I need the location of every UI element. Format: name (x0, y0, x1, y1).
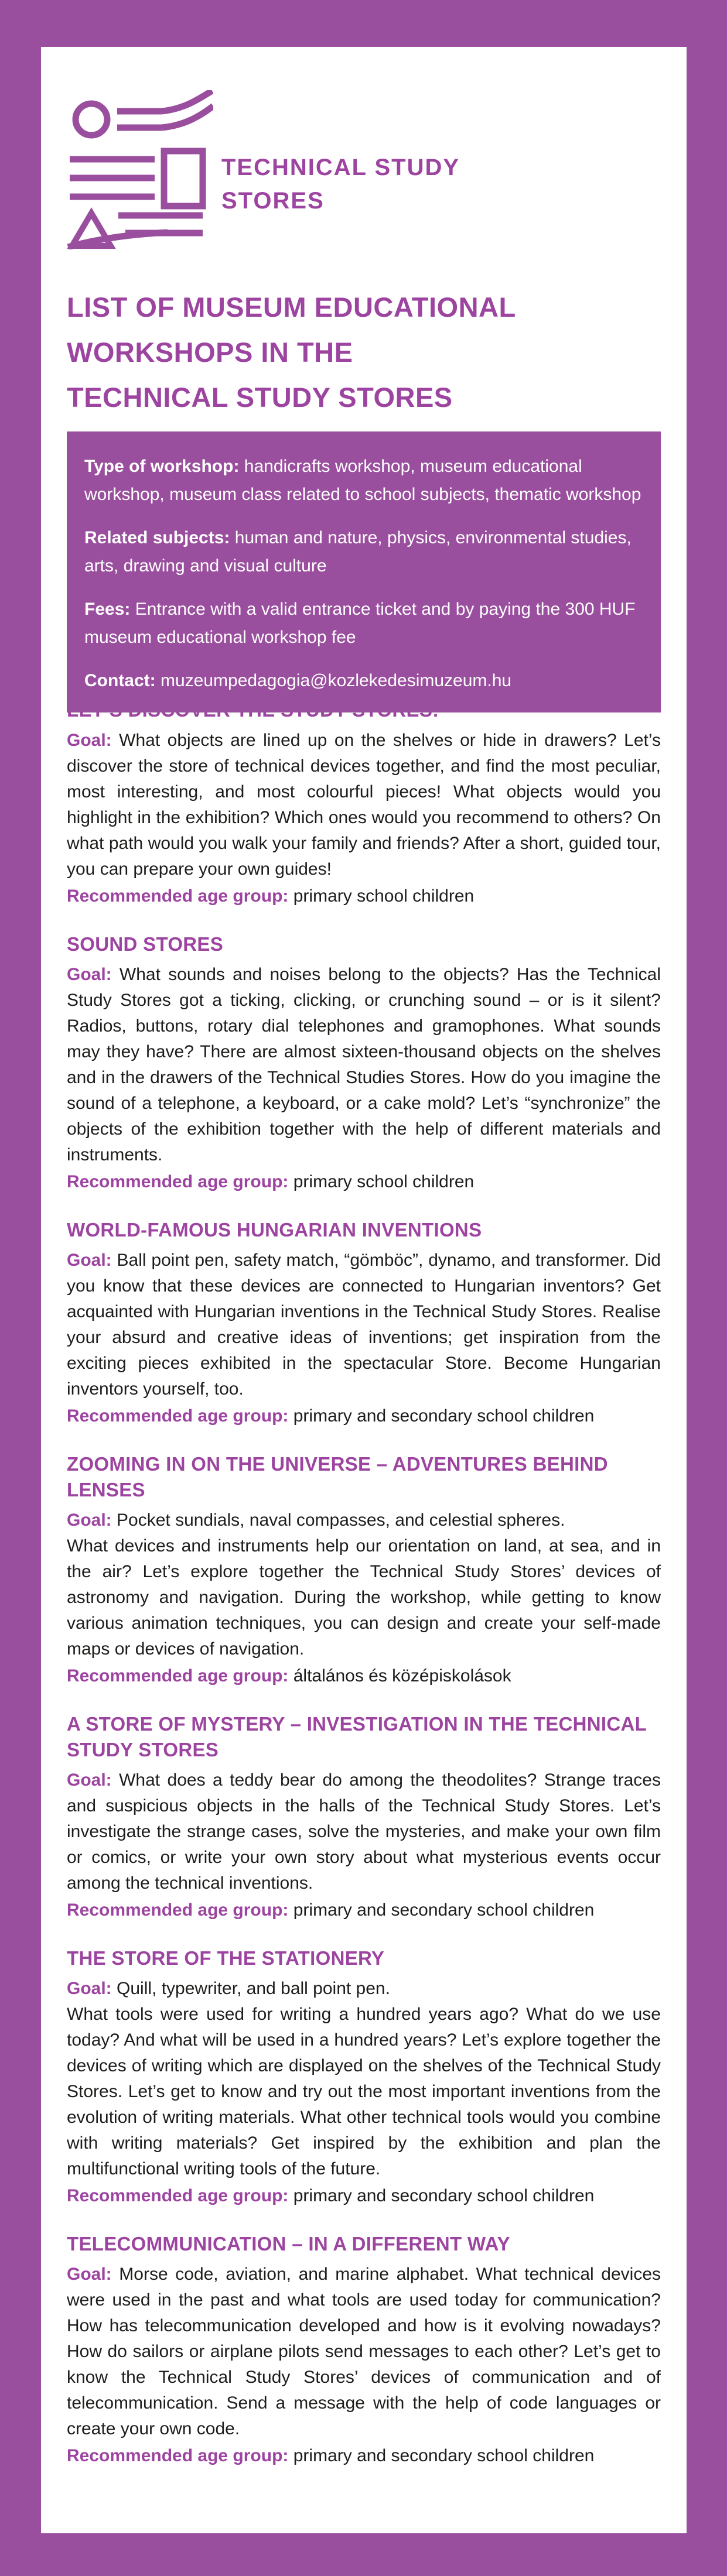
age-label: Recommended age group: (67, 2186, 289, 2205)
info-label: Fees: (84, 600, 131, 619)
workshop-goal (67, 2262, 661, 2442)
goal-text: Quill, typewriter, and ball point pen. (117, 1979, 390, 1998)
workshop-goal-continued (67, 2002, 661, 2182)
page-title-line1: LIST OF MUSEUM EDUCATIONAL (67, 292, 516, 323)
goal-text: Morse code, aviation, and marine alphabet. What technical devices were used in the past and what tools are used today for communication? How has telecommunication developed and how is it evolving nowadays? How do sailors or airplane pilots send messages to each other? Let’s get to know the Technical Study Stores’ devices of communication and of telecommunication. Send a message with the help of code languages or create your own code. (67, 2265, 661, 2438)
age-text: primary and secondary school children (293, 1900, 595, 1920)
goal-text: What objects are lined up on the shelves or hide in drawers? Let’s discover the store of technical devices together, and find the most peculiar, most interesting, and most colourful pieces! What objects would you highlight in the exhibition? Which ones would you recommend to others? On what path would you walk your family and friends? After a short, guided tour, you can prepare your own guides! (67, 731, 661, 879)
info-box (67, 431, 661, 712)
goal-label: Goal: (67, 1979, 112, 1998)
goal-label: Goal: (67, 965, 112, 984)
goal-label: Goal: (67, 2265, 112, 2284)
workshop-goal-continued (67, 1533, 661, 1662)
age-label: Recommended age group: (67, 886, 289, 906)
workshop-heading: THE STORE OF THE STATIONERY (67, 1947, 385, 1969)
workshop-section-telecommunication (67, 2231, 661, 2469)
workshop-age (67, 1897, 661, 1923)
logo-wordmark-line1: TECHNICAL STUDY (221, 155, 460, 180)
workshop-section-stationery (67, 1945, 661, 2209)
workshop-section-zooming-universe (67, 1451, 661, 1689)
workshop-goal (67, 1508, 661, 1533)
info-contact-email: muzeumpedagogia@kozlekedesimuzeum.hu (161, 671, 512, 690)
age-text: primary school children (293, 886, 475, 906)
logo (67, 90, 661, 249)
age-text: primary and secondary school children (293, 1406, 595, 1426)
workshop-age (67, 1663, 661, 1689)
workshop-section-store-of-mystery (67, 1711, 661, 1923)
workshop-age (67, 883, 661, 909)
age-text: primary and secondary school children (293, 2446, 595, 2465)
workshop-goal (67, 1767, 661, 1896)
museum-logo-icon (67, 90, 213, 249)
age-text: primary school children (293, 1172, 475, 1191)
info-value: Entrance with a valid entrance ticket and by paying the 300 HUF museum educational workshop fee (84, 600, 636, 647)
info-fees (84, 595, 643, 652)
logo-wordmark-line2: STORES (221, 188, 325, 214)
goal-text: What does a teddy bear do among the theodolites? Strange traces and suspicious objects in the halls of the Technical Study Stores. Let’s investigate the strange cases, solve the mysteries, and make your own film or comics, or write your own story about what mysterious events occur among the technical inventions. (67, 1770, 661, 1893)
workshop-section-discover (67, 697, 661, 909)
info-label: Type of workshop: (84, 457, 240, 476)
workshop-heading: SOUND STORES (67, 933, 224, 955)
info-label: Related subjects: (84, 528, 230, 547)
workshop-section-hungarian-inventions (67, 1217, 661, 1429)
document-sheet (41, 47, 687, 2533)
workshop-heading: ZOOMING IN ON THE UNIVERSE – ADVENTURES BEHIND LENSES (67, 1453, 608, 1501)
goal-text: What devices and instruments help our orientation on land, at sea, and in the air? Let’s explore together the Technical Study Stores’ devices of astronomy and navigation. During the workshop, while getting to know various animation techniques, you can design and create your self-made maps or devices of navigation. (67, 1536, 661, 1659)
info-contact (84, 667, 643, 695)
workshop-section-sound-stores (67, 931, 661, 1195)
workshop-age (67, 2183, 661, 2209)
age-label: Recommended age group: (67, 2446, 289, 2465)
info-value: human and nature, physics, environmental studies, arts, drawing and visual culture (84, 528, 632, 576)
workshop-goal (67, 962, 661, 1168)
info-type-of-workshop (84, 453, 643, 509)
workshop-heading: WORLD-FAMOUS HUNGARIAN INVENTIONS (67, 1219, 482, 1241)
page-title (67, 285, 661, 420)
workshop-goal (67, 728, 661, 882)
goal-label: Goal: (67, 1251, 112, 1270)
age-label: Recommended age group: (67, 1666, 289, 1686)
goal-label: Goal: (67, 1510, 112, 1530)
age-label: Recommended age group: (67, 1900, 289, 1920)
age-text: primary and secondary school children (293, 2186, 595, 2205)
workshop-age (67, 2443, 661, 2469)
goal-text: Pocket sundials, naval compasses, and celestial spheres. (117, 1510, 565, 1530)
age-label: Recommended age group: (67, 1172, 289, 1191)
age-text: általános és középiskolások (293, 1666, 511, 1686)
goal-text: What tools were used for writing a hundred years ago? What do we use today? And what will be used in a hundred years? Let’s explore together the devices of writing which are displayed on the shelves of the Technical Study Stores. Let’s get to know and try out the most important inventions from the evolution of writing materials. What other technical tools would you combine with writing materials? Get inspired by the exhibition and plan the multifunctional writing tools of the future. (67, 2005, 661, 2178)
info-related-subjects (84, 524, 643, 580)
page-title-line2: WORKSHOPS IN THE (67, 337, 353, 368)
workshop-goal (67, 1248, 661, 1402)
goal-label: Goal: (67, 731, 112, 750)
goal-label: Goal: (67, 1770, 112, 1790)
workshop-goal (67, 1976, 661, 2002)
workshop-age (67, 1169, 661, 1195)
info-label: Contact: (84, 671, 156, 690)
goal-text: Ball point pen, safety match, “gömböc”, dynamo, and transformer. Did you know that these devices are connected to Hungarian inventors? Get acquainted with Hungarian inventions in the Technical Study Stores. Realise your absurd and creative ideas of inventions; get inspiration from the exciting pieces exhibited in the spectacular Store. Become Hungarian inventors yourself, too. (67, 1251, 661, 1399)
goal-text: What sounds and noises belong to the objects? Has the Technical Study Stores got a ticking, clicking, or crunching sound – or is it silent? Radios, buttons, rotary dial telephones and gramophones. What sounds may they have? There are almost sixteen-thousand objects on the shelves and in the drawers of the Technical Studies Stores. How do you imagine the sound of a telephone, a keyboard, or a cake mold? Let’s “synchronize” the objects of the exhibition together with the help of different materials and instruments. (67, 965, 661, 1164)
workshop-age (67, 1403, 661, 1429)
workshop-heading: A STORE OF MYSTERY – INVESTIGATION IN THE TECHNICAL STUDY STORES (67, 1713, 647, 1760)
age-label: Recommended age group: (67, 1406, 289, 1426)
logo-wordmark (221, 151, 460, 249)
info-value: handicrafts workshop, museum educational workshop, museum class related to school subjects, thematic workshop (84, 457, 641, 504)
page-title-line3: TECHNICAL STUDY STORES (67, 382, 453, 413)
workshop-heading: TELECOMMUNICATION – IN A DIFFERENT WAY (67, 2233, 510, 2255)
